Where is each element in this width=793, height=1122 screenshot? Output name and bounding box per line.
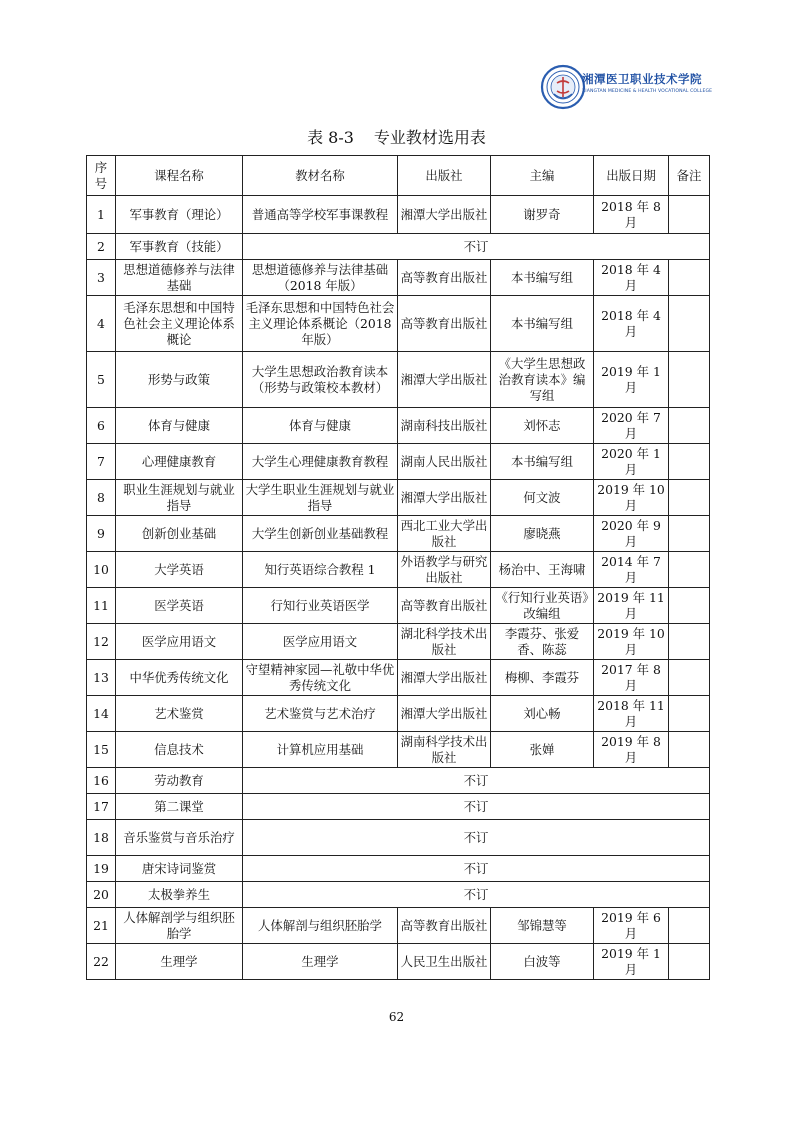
textbook-table bbox=[86, 155, 710, 980]
publisher-cell: 湖南科技出版社 bbox=[398, 408, 491, 444]
remark-cell bbox=[669, 408, 710, 444]
table-row bbox=[87, 234, 710, 260]
publish-date-cell: 2014 年 7 月 bbox=[594, 552, 669, 588]
row-number-cell: 11 bbox=[87, 588, 116, 624]
header-cell: 序号 bbox=[87, 156, 116, 196]
editor-cell: 何文波 bbox=[491, 480, 594, 516]
publish-date-cell: 2019 年 1 月 bbox=[594, 944, 669, 980]
publish-date-cell: 2019 年 6 月 bbox=[594, 908, 669, 944]
row-number-cell: 4 bbox=[87, 296, 116, 352]
publisher-cell: 湘潭大学出版社 bbox=[398, 660, 491, 696]
table-title bbox=[0, 125, 793, 148]
publisher-cell: 高等教育出版社 bbox=[398, 296, 491, 352]
editor-cell: 谢罗奇 bbox=[491, 196, 594, 234]
remark-cell bbox=[669, 552, 710, 588]
publish-date-cell: 2018 年 4 月 bbox=[594, 296, 669, 352]
table-row bbox=[87, 820, 710, 856]
publisher-cell: 湖南科学技术出版社 bbox=[398, 732, 491, 768]
textbook-name-cell: 知行英语综合教程 1 bbox=[243, 552, 398, 588]
editor-cell: 廖晓燕 bbox=[491, 516, 594, 552]
publisher-cell: 湘潭大学出版社 bbox=[398, 696, 491, 732]
remark-cell bbox=[669, 944, 710, 980]
publisher-cell: 高等教育出版社 bbox=[398, 260, 491, 296]
table-row bbox=[87, 856, 710, 882]
textbook-name-cell: 思想道德修养与法律基础（2018 年版） bbox=[243, 260, 398, 296]
remark-cell bbox=[669, 352, 710, 408]
row-number-cell: 10 bbox=[87, 552, 116, 588]
publisher-cell: 湖南人民出版社 bbox=[398, 444, 491, 480]
textbook-name-cell: 大学生职业生涯规划与就业指导 bbox=[243, 480, 398, 516]
table-label: 表 8-3 bbox=[307, 128, 354, 147]
page-number: 62 bbox=[388, 1010, 405, 1024]
course-name-cell: 医学英语 bbox=[116, 588, 243, 624]
publisher-cell: 湘潭大学出版社 bbox=[398, 480, 491, 516]
table-row bbox=[87, 624, 710, 660]
row-number-cell: 12 bbox=[87, 624, 116, 660]
textbook-name-cell: 守望精神家园—礼敬中华优秀传统文化 bbox=[243, 660, 398, 696]
row-number-cell: 9 bbox=[87, 516, 116, 552]
table-row bbox=[87, 882, 710, 908]
table-body bbox=[87, 196, 710, 980]
table-row bbox=[87, 516, 710, 552]
editor-cell: 李霞芬、张爱香、陈蕊 bbox=[491, 624, 594, 660]
header-cell: 主编 bbox=[491, 156, 594, 196]
course-name-cell: 心理健康教育 bbox=[116, 444, 243, 480]
editor-cell: 本书编写组 bbox=[491, 444, 594, 480]
publisher-cell: 人民卫生出版社 bbox=[398, 944, 491, 980]
row-number-cell: 20 bbox=[87, 882, 116, 908]
table-row bbox=[87, 732, 710, 768]
header-cell: 出版社 bbox=[398, 156, 491, 196]
table-header-row bbox=[87, 156, 710, 196]
not-ordered-cell: 不订 bbox=[243, 856, 710, 882]
course-name-cell: 信息技术 bbox=[116, 732, 243, 768]
remark-cell bbox=[669, 260, 710, 296]
row-number-cell: 13 bbox=[87, 660, 116, 696]
publish-date-cell: 2019 年 11 月 bbox=[594, 588, 669, 624]
header-cell: 出版日期 bbox=[594, 156, 669, 196]
table-row bbox=[87, 768, 710, 794]
not-ordered-cell: 不订 bbox=[243, 794, 710, 820]
remark-cell bbox=[669, 908, 710, 944]
publish-date-cell: 2019 年 8 月 bbox=[594, 732, 669, 768]
row-number-cell: 16 bbox=[87, 768, 116, 794]
college-emblem-icon bbox=[540, 64, 586, 110]
publisher-cell: 高等教育出版社 bbox=[398, 588, 491, 624]
textbook-name-cell: 计算机应用基础 bbox=[243, 732, 398, 768]
table-row bbox=[87, 588, 710, 624]
table-row bbox=[87, 260, 710, 296]
table-row bbox=[87, 696, 710, 732]
remark-cell bbox=[669, 516, 710, 552]
row-number-cell: 18 bbox=[87, 820, 116, 856]
textbook-name-cell: 医学应用语文 bbox=[243, 624, 398, 660]
row-number-cell: 21 bbox=[87, 908, 116, 944]
textbook-name-cell: 生理学 bbox=[243, 944, 398, 980]
row-number-cell: 8 bbox=[87, 480, 116, 516]
editor-cell: 杨治中、王海啸 bbox=[491, 552, 594, 588]
publisher-cell: 外语教学与研究出版社 bbox=[398, 552, 491, 588]
table-row bbox=[87, 480, 710, 516]
row-number-cell: 3 bbox=[87, 260, 116, 296]
editor-cell: 张婵 bbox=[491, 732, 594, 768]
textbook-name-cell: 毛泽东思想和中国特色社会主义理论体系概论（2018 年版） bbox=[243, 296, 398, 352]
course-name-cell: 军事教育（理论） bbox=[116, 196, 243, 234]
row-number-cell: 2 bbox=[87, 234, 116, 260]
table-row bbox=[87, 908, 710, 944]
table-caption: 专业教材选用表 bbox=[373, 128, 486, 147]
editor-cell: 本书编写组 bbox=[491, 260, 594, 296]
publisher-cell: 湘潭大学出版社 bbox=[398, 352, 491, 408]
course-name-cell: 创新创业基础 bbox=[116, 516, 243, 552]
course-name-cell: 唐宋诗词鉴赏 bbox=[116, 856, 243, 882]
course-name-cell: 毛泽东思想和中国特色社会主义理论体系概论 bbox=[116, 296, 243, 352]
not-ordered-cell: 不订 bbox=[243, 768, 710, 794]
publish-date-cell: 2020 年 9 月 bbox=[594, 516, 669, 552]
not-ordered-cell: 不订 bbox=[243, 820, 710, 856]
row-number-cell: 7 bbox=[87, 444, 116, 480]
row-number-cell: 22 bbox=[87, 944, 116, 980]
course-name-cell: 医学应用语文 bbox=[116, 624, 243, 660]
textbook-name-cell: 体育与健康 bbox=[243, 408, 398, 444]
publish-date-cell: 2018 年 4 月 bbox=[594, 260, 669, 296]
publisher-cell: 湘潭大学出版社 bbox=[398, 196, 491, 234]
publish-date-cell: 2018 年 11 月 bbox=[594, 696, 669, 732]
editor-cell: 梅柳、李霞芬 bbox=[491, 660, 594, 696]
course-name-cell: 音乐鉴赏与音乐治疗 bbox=[116, 820, 243, 856]
textbook-name-cell: 人体解剖与组织胚胎学 bbox=[243, 908, 398, 944]
course-name-cell: 形势与政策 bbox=[116, 352, 243, 408]
editor-cell: 邹锦慧等 bbox=[491, 908, 594, 944]
course-name-cell: 职业生涯规划与就业指导 bbox=[116, 480, 243, 516]
row-number-cell: 14 bbox=[87, 696, 116, 732]
remark-cell bbox=[669, 732, 710, 768]
row-number-cell: 5 bbox=[87, 352, 116, 408]
not-ordered-cell: 不订 bbox=[243, 234, 710, 260]
table-row bbox=[87, 352, 710, 408]
table-row bbox=[87, 296, 710, 352]
course-name-cell: 人体解剖学与组织胚胎学 bbox=[116, 908, 243, 944]
editor-cell: 白波等 bbox=[491, 944, 594, 980]
remark-cell bbox=[669, 196, 710, 234]
header-cell: 教材名称 bbox=[243, 156, 398, 196]
publish-date-cell: 2019 年 10 月 bbox=[594, 480, 669, 516]
editor-cell: 刘心畅 bbox=[491, 696, 594, 732]
row-number-cell: 15 bbox=[87, 732, 116, 768]
table-row bbox=[87, 794, 710, 820]
publisher-cell: 高等教育出版社 bbox=[398, 908, 491, 944]
course-name-cell: 第二课堂 bbox=[116, 794, 243, 820]
remark-cell bbox=[669, 588, 710, 624]
textbook-name-cell: 行知行业英语医学 bbox=[243, 588, 398, 624]
remark-cell bbox=[669, 480, 710, 516]
course-name-cell: 大学英语 bbox=[116, 552, 243, 588]
row-number-cell: 19 bbox=[87, 856, 116, 882]
course-name-cell: 太极拳养生 bbox=[116, 882, 243, 908]
textbook-name-cell: 大学生思想政治教育读本（形势与政策校本教材） bbox=[243, 352, 398, 408]
publisher-cell: 西北工业大学出版社 bbox=[398, 516, 491, 552]
textbook-name-cell: 大学生心理健康教育教程 bbox=[243, 444, 398, 480]
publish-date-cell: 2020 年 7 月 bbox=[594, 408, 669, 444]
editor-cell: 刘怀志 bbox=[491, 408, 594, 444]
not-ordered-cell: 不订 bbox=[243, 882, 710, 908]
course-name-cell: 艺术鉴赏 bbox=[116, 696, 243, 732]
course-name-cell: 军事教育（技能） bbox=[116, 234, 243, 260]
row-number-cell: 6 bbox=[87, 408, 116, 444]
college-name-english: XIANGTAN MEDICINE & HEALTH VOCATIONAL COLLEGE bbox=[582, 89, 713, 94]
editor-cell: 本书编写组 bbox=[491, 296, 594, 352]
row-number-cell: 1 bbox=[87, 196, 116, 234]
publisher-cell: 湖北科学技术出版社 bbox=[398, 624, 491, 660]
table-row bbox=[87, 660, 710, 696]
editor-cell: 《大学生思想政治教育读本》编写组 bbox=[491, 352, 594, 408]
remark-cell bbox=[669, 696, 710, 732]
publish-date-cell: 2020 年 1 月 bbox=[594, 444, 669, 480]
header-cell: 课程名称 bbox=[116, 156, 243, 196]
publish-date-cell: 2017 年 8 月 bbox=[594, 660, 669, 696]
table-row bbox=[87, 408, 710, 444]
publish-date-cell: 2019 年 10 月 bbox=[594, 624, 669, 660]
remark-cell bbox=[669, 660, 710, 696]
course-name-cell: 生理学 bbox=[116, 944, 243, 980]
course-name-cell: 劳动教育 bbox=[116, 768, 243, 794]
textbook-name-cell: 普通高等学校军事课教程 bbox=[243, 196, 398, 234]
table-row bbox=[87, 444, 710, 480]
course-name-cell: 中华优秀传统文化 bbox=[116, 660, 243, 696]
publish-date-cell: 2019 年 1 月 bbox=[594, 352, 669, 408]
publish-date-cell: 2018 年 8 月 bbox=[594, 196, 669, 234]
table-row bbox=[87, 944, 710, 980]
textbook-name-cell: 大学生创新创业基础教程 bbox=[243, 516, 398, 552]
college-name: 湘潭医卫职业技术学院 bbox=[582, 72, 702, 86]
course-name-cell: 思想道德修养与法律基础 bbox=[116, 260, 243, 296]
table-row bbox=[87, 552, 710, 588]
table-row bbox=[87, 196, 710, 234]
remark-cell bbox=[669, 624, 710, 660]
remark-cell bbox=[669, 296, 710, 352]
row-number-cell: 17 bbox=[87, 794, 116, 820]
textbook-name-cell: 艺术鉴赏与艺术治疗 bbox=[243, 696, 398, 732]
course-name-cell: 体育与健康 bbox=[116, 408, 243, 444]
remark-cell bbox=[669, 444, 710, 480]
editor-cell: 《行知行业英语》改编组 bbox=[491, 588, 594, 624]
header-cell: 备注 bbox=[669, 156, 710, 196]
